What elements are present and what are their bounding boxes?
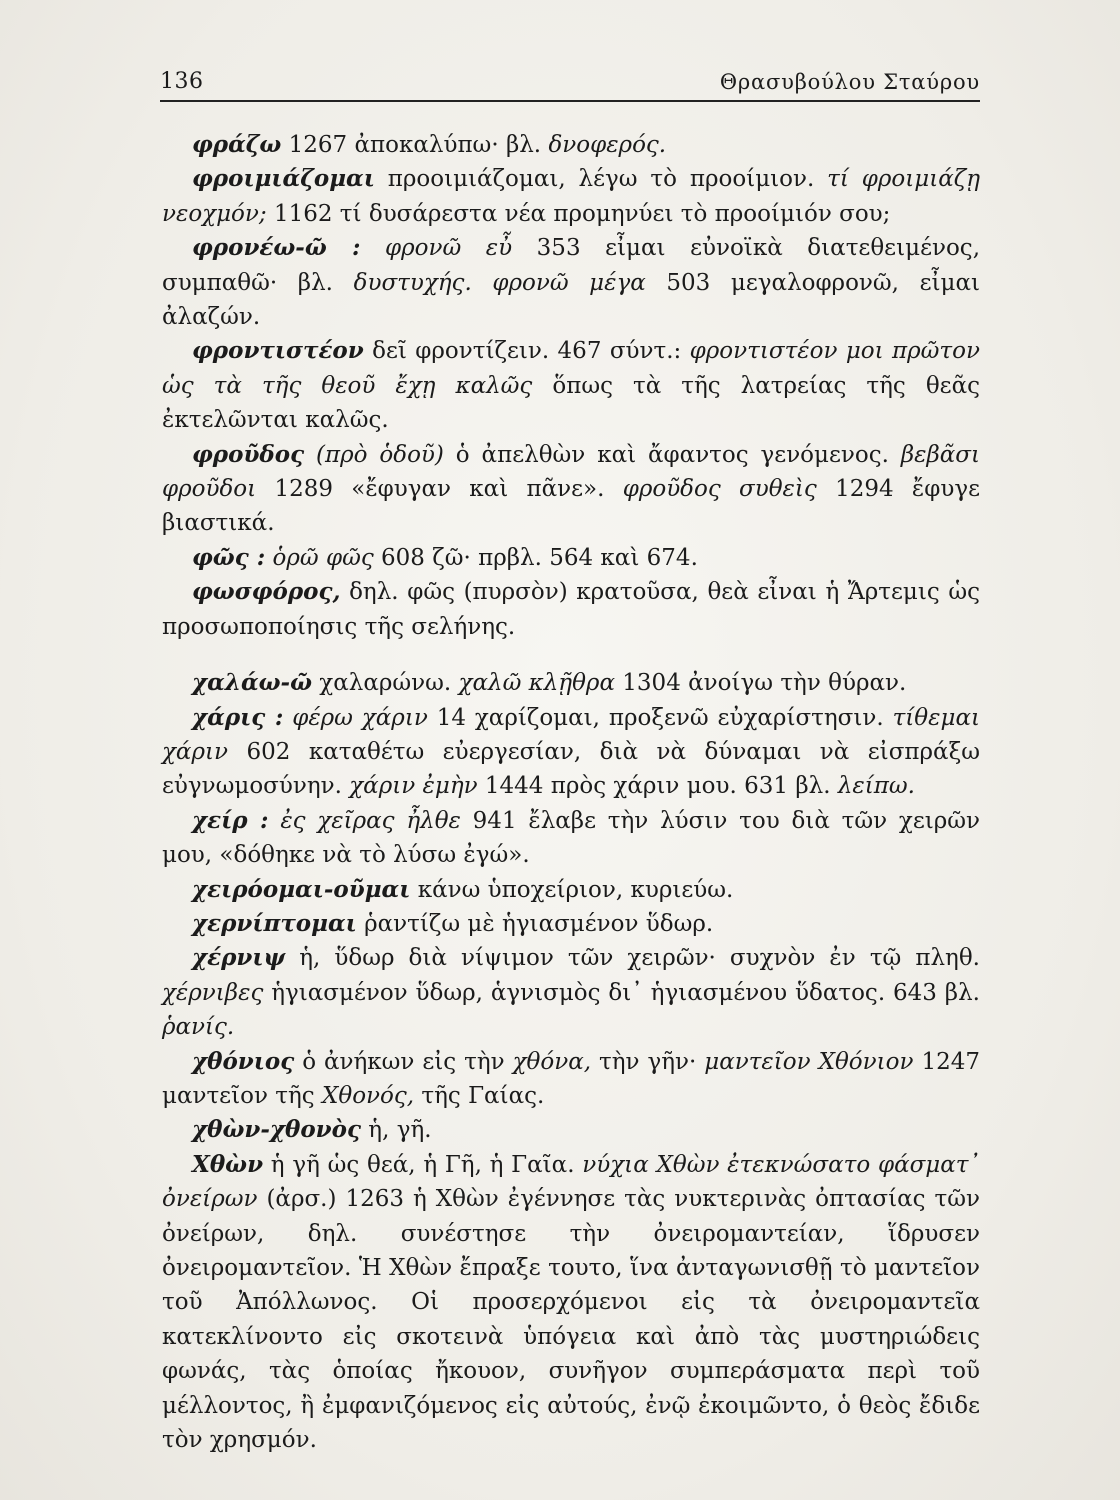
entry-text: 1247 μαντεῖον τῆς	[162, 1048, 980, 1109]
entry-headword: φροιμιάζομαι	[192, 165, 375, 193]
entry-text: 503 μεγαλοφρονῶ, εἶμαι ἀλαζών.	[162, 269, 981, 331]
entry-quote: ῥανίς.	[162, 1014, 235, 1041]
entry-text: 941 ἔλαβε τὴν λύσιν του διὰ τῶν χειρῶν μου, «δόθηκε νὰ τὸ λύσω ἐγώ».	[162, 807, 981, 869]
glossary-entry	[162, 334, 980, 437]
entry-text: 1444 πρὸς χάριν μου. 631 βλ.	[477, 773, 838, 800]
entry-quote: φροντιστέον μοι πρῶτον ὡς τὰ τῆς θεοῦ ἔχῃ καλῶς	[162, 338, 980, 399]
glossary-entry	[162, 128, 980, 162]
entry-text: ὁ ἀπελθὼν καὶ ἄφαντος γενόμενος.	[443, 441, 901, 468]
entry-text: 608 ζῶ· πρβλ. 564 καὶ 674.	[373, 544, 698, 571]
entry-text	[265, 545, 272, 571]
entry-text	[304, 442, 316, 468]
entry-text: 602 καταθέτω εὐεργεσίαν, διὰ νὰ δύναμαι νὰ εἰσπράξω εὐγνωμοσύνην.	[162, 738, 980, 800]
entry-headword: φράζω	[192, 131, 282, 158]
entry-headword: χέρνιψ	[192, 944, 286, 972]
entry-headword: Χθὼν	[192, 1150, 264, 1178]
entry-headword: χάρις :	[192, 703, 284, 731]
entry-text	[269, 808, 281, 834]
page-number: 136	[160, 69, 204, 94]
entry-quote: δνοφερός.	[548, 132, 667, 158]
entry-quote: χέρνιβες	[162, 979, 264, 1006]
entry-headword: χερνίπτομαι	[192, 909, 357, 937]
glossary-entry	[162, 162, 980, 231]
glossary-entry	[162, 231, 980, 334]
entry-text: ἡ, γῆ.	[361, 1117, 432, 1144]
entry-headword: χαλάω-ῶ	[192, 669, 312, 697]
entry-quote: φρονῶ εὖ	[385, 235, 513, 262]
entry-text: κάνω ὑποχείριον, κυριεύω.	[410, 876, 734, 903]
entry-quote: ἐς χεῖρας ἦλθε	[280, 807, 461, 834]
entry-text: 1289 «ἔφυγαν καὶ πᾶνε».	[256, 476, 623, 503]
entry-text: 353 εἶμαι εὐνοϊκὰ διατεθειμένος, συμπαθῶ· βλ.	[162, 235, 981, 296]
entry-quote: νύχια Χθὼν ἐτεκνώσατο φάσματ᾽ ὀνείρων	[162, 1151, 980, 1213]
entry-text	[360, 235, 385, 261]
running-title: Θρασυβούλου Σταύρου	[719, 70, 980, 94]
entry-quote: (πρὸ ὁδοῦ)	[316, 441, 444, 468]
entry-quote: λείπω.	[837, 773, 915, 800]
entry-text: δεῖ φροντίζειν. 467 σύντ.:	[363, 338, 690, 365]
entry-quote: Χθονός,	[321, 1082, 415, 1109]
entry-quote: φροῦδος συθεὶς	[622, 476, 817, 503]
entry-headword: φροντιστέον	[192, 337, 364, 365]
glossary-entry	[162, 907, 980, 941]
entry-text: προοιμιάζομαι, λέγω τὸ προοίμιον.	[374, 166, 828, 193]
entry-headword: φροῦδος	[192, 440, 305, 468]
entry-text: ὁ ἀνήκων εἰς τὴν	[294, 1048, 513, 1075]
glossary-entry	[162, 666, 980, 700]
entry-text: 1162 τί δυσάρεστα νέα προμηνύει τὸ προοίμιόν σου;	[266, 200, 891, 227]
entry-text: 1267 ἀποκαλύπω· βλ.	[281, 132, 549, 158]
entry-quote: φέρω χάριν	[292, 704, 428, 731]
glossary-entry	[162, 873, 980, 907]
glossary-entry	[162, 701, 980, 804]
entry-text: 1294 ἔφυγε βιαστικά.	[162, 476, 980, 537]
entry-text: ἡγιασμένον ὕδωρ, ἁγνισμὸς δι᾽ ἡγιασμένου ὕδατος. 643 βλ.	[263, 979, 980, 1006]
glossary-entry	[162, 1148, 980, 1458]
entry-headword: χθόνιος	[192, 1047, 295, 1075]
entry-text: ὅπως τὰ τῆς λατρείας τῆς θεᾶς ἐκτελῶνται καλῶς.	[162, 372, 980, 434]
entry-quote: τί φροιμιάζῃ νεοχμόν;	[162, 166, 980, 227]
entry-text: (ἀρσ.) 1263 ἡ Χθὼν ἐγέννησε τὰς νυκτερινὰς ὀπτασίας τῶν ὀνείρων, δηλ. συνέστησε τὴν ὀνειρομαντείαν, ἵδρυσεν ὀνειρομαντεῖον. Ἡ Χθὼν ἔπραξε τουτο, ἵνα ἀνταγωνισθῇ τὸ μαντεῖον τοῦ Ἀπόλλωνος. Οἱ προσερχόμενοι εἰς τὰ ὀνειρομαντεῖα κατεκλίνοντο εἰς σκοτεινὰ ὑπόγεια καὶ ἀπὸ τὰς μυστηριώδεις φωνάς, τὰς ὁποίας ἤκουον, συνῆγον συμπεράσματα περὶ τοῦ μέλλοντος, ἢ ἐμφανιζόμενος εἰς αὐτούς, ἐνῷ ἐκοιμῶντο, ὁ θεὸς ἔδιδε τὸν χρησμόν.	[162, 1186, 980, 1454]
entry-headword: χθὼν-χθονὸς	[192, 1116, 361, 1144]
entry-text: τὴν γῆν·	[591, 1048, 705, 1075]
glossary-entry	[162, 1045, 980, 1114]
entry-text: τῆς Γαίας.	[414, 1082, 545, 1109]
entry-text: 14 χαρίζομαι, προξενῶ εὐχαρίστησιν.	[427, 704, 893, 731]
entry-headword: φωσφόρος,	[192, 578, 341, 606]
entry-quote: χαλῶ κλῇθρα	[458, 670, 615, 697]
entry-quote: χάριν ἐμὴν	[349, 773, 478, 800]
glossary-entry	[162, 541, 980, 575]
glossary-text	[162, 128, 980, 1457]
running-header	[160, 62, 980, 102]
entry-text: χαλαρώνω.	[312, 670, 459, 697]
glossary-entry	[162, 575, 980, 644]
entry-text	[283, 705, 292, 731]
entry-headword: φρονέω-ῶ :	[192, 234, 361, 262]
entry-headword: χείρ :	[192, 806, 269, 834]
entry-headword: φῶς :	[192, 543, 266, 571]
entry-quote: ὁρῶ φῶς	[272, 544, 374, 571]
glossary-entry	[162, 438, 980, 541]
glossary-entry	[162, 804, 980, 873]
entry-headword: χειρόομαι-οῦμαι	[192, 875, 411, 903]
entry-text: δηλ. φῶς (πυρσὸν) κρατοῦσα, θεὰ εἶναι ἡ Ἄρτεμις ὡς προσωποποίησις τῆς σελήνης.	[162, 579, 980, 640]
entry-quote: μαντεῖον Χθόνιον	[704, 1048, 914, 1075]
entry-quote: βεβᾶσι φροῦδοι	[162, 441, 981, 503]
entry-quote: δυστυχής. φρονῶ μέγα	[353, 269, 646, 296]
entry-text: ἡ, ὕδωρ διὰ νίψιμον τῶν χειρῶν· συχνὸν ἐν τῷ πληθ.	[285, 945, 980, 972]
entry-text: ῥαντίζω μὲ ἡγιασμένον ὕδωρ.	[356, 910, 714, 937]
entry-quote: χθόνα,	[512, 1048, 592, 1075]
entry-quote: τίθεμαι χάριν	[162, 704, 980, 765]
glossary-entry	[162, 941, 980, 1044]
glossary-entry	[162, 1113, 980, 1147]
entry-text: 1304 ἀνοίγω τὴν θύραν.	[614, 670, 907, 697]
entry-text: ἡ γῆ ὡς θεά, ἡ Γῆ, ἡ Γαῖα.	[263, 1151, 583, 1178]
